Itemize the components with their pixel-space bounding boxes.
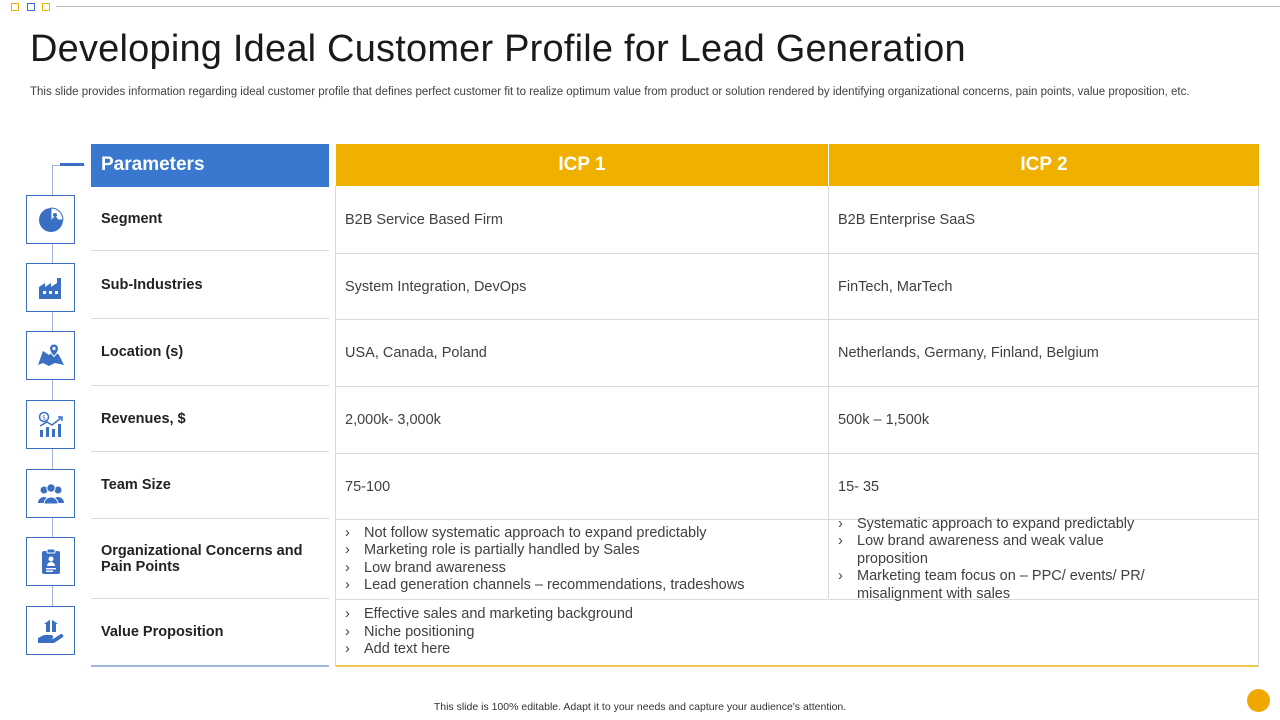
clipboard-icon	[26, 537, 75, 586]
list-item: › Marketing team focus on – PPC/ events/ PR/ misalignment with sales	[838, 568, 1168, 603]
value-hand-icon	[26, 606, 75, 655]
map-pin-icon	[26, 331, 75, 380]
icp2-sub-industries: FinTech, MarTech	[829, 254, 1258, 320]
parameters-header: Parameters	[91, 144, 329, 187]
icp1-revenues: 2,000k- 3,000k	[336, 387, 828, 454]
factory-icon	[26, 263, 75, 312]
deco-square-3	[42, 3, 50, 11]
icp1-location: USA, Canada, Poland	[336, 320, 828, 387]
corner-dot	[1247, 689, 1270, 712]
svg-text:$: $	[41, 414, 46, 421]
param-sub-industries: Sub-Industries	[91, 251, 329, 319]
icp2-concerns-list	[838, 516, 1168, 604]
revenue-chart-icon	[26, 400, 75, 449]
list-item: › Systematic approach to expand predictably	[838, 516, 1168, 534]
icp1-sub-industries: System Integration, DevOps	[336, 254, 828, 320]
icp2-header: ICP 2	[829, 144, 1259, 186]
team-icon	[26, 469, 75, 518]
value-proposition-cell	[336, 600, 1258, 667]
deco-square-1	[11, 3, 19, 11]
param-org-concerns: Organizational Concerns and Pain Points	[91, 519, 329, 599]
list-item: › Niche positioning	[345, 624, 633, 642]
list-item: › Low brand awareness and weak value proposition	[838, 533, 1168, 568]
icp2-segment: B2B Enterprise SaaS	[829, 186, 1258, 254]
icp1-org-concerns	[336, 520, 828, 600]
param-team-size: Team Size	[91, 452, 329, 519]
value-proposition-list	[345, 606, 633, 659]
icp2-location: Netherlands, Germany, Finland, Belgium	[829, 320, 1258, 387]
icp1-segment: B2B Service Based Firm	[336, 186, 828, 254]
icp2-team-size: 15- 35	[829, 454, 1258, 520]
top-rule	[56, 6, 1280, 7]
icp2-org-concerns	[829, 515, 1258, 602]
list-item: › Lead generation channels – recommendations, tradeshows	[345, 577, 744, 595]
grid-right-border	[1258, 186, 1259, 667]
footer-note: This slide is 100% editable. Adapt it to your needs and capture your audience's attention.	[433, 701, 847, 713]
pie-chart-icon	[26, 195, 75, 244]
list-item: › Marketing role is partially handled by Sales	[345, 542, 744, 560]
param-value-proposition: Value Proposition	[91, 599, 329, 667]
list-item: › Not follow systematic approach to expand predictably	[345, 525, 744, 543]
param-location: Location (s)	[91, 319, 329, 386]
page-subtitle: This slide provides information regarding ideal customer profile that defines perfect customer fit to realize optimum value from product or solution rendered by identifying organizational concerns, pain points, value proposition, etc.	[30, 86, 1190, 98]
param-segment: Segment	[91, 187, 329, 251]
list-item: › Low brand awareness	[345, 560, 744, 578]
icp1-team-size: 75-100	[336, 454, 828, 520]
header-dash	[60, 163, 84, 166]
icp2-revenues: 500k – 1,500k	[829, 387, 1258, 454]
param-revenues: Revenues, $	[91, 386, 329, 452]
icp1-header: ICP 1	[336, 144, 828, 186]
page-title: Developing Ideal Customer Profile for Lead Generation	[30, 28, 966, 70]
list-item: › Effective sales and marketing background	[345, 606, 633, 624]
icp1-concerns-list	[345, 525, 744, 595]
list-item: › Add text here	[345, 641, 633, 659]
deco-square-2	[27, 3, 35, 11]
